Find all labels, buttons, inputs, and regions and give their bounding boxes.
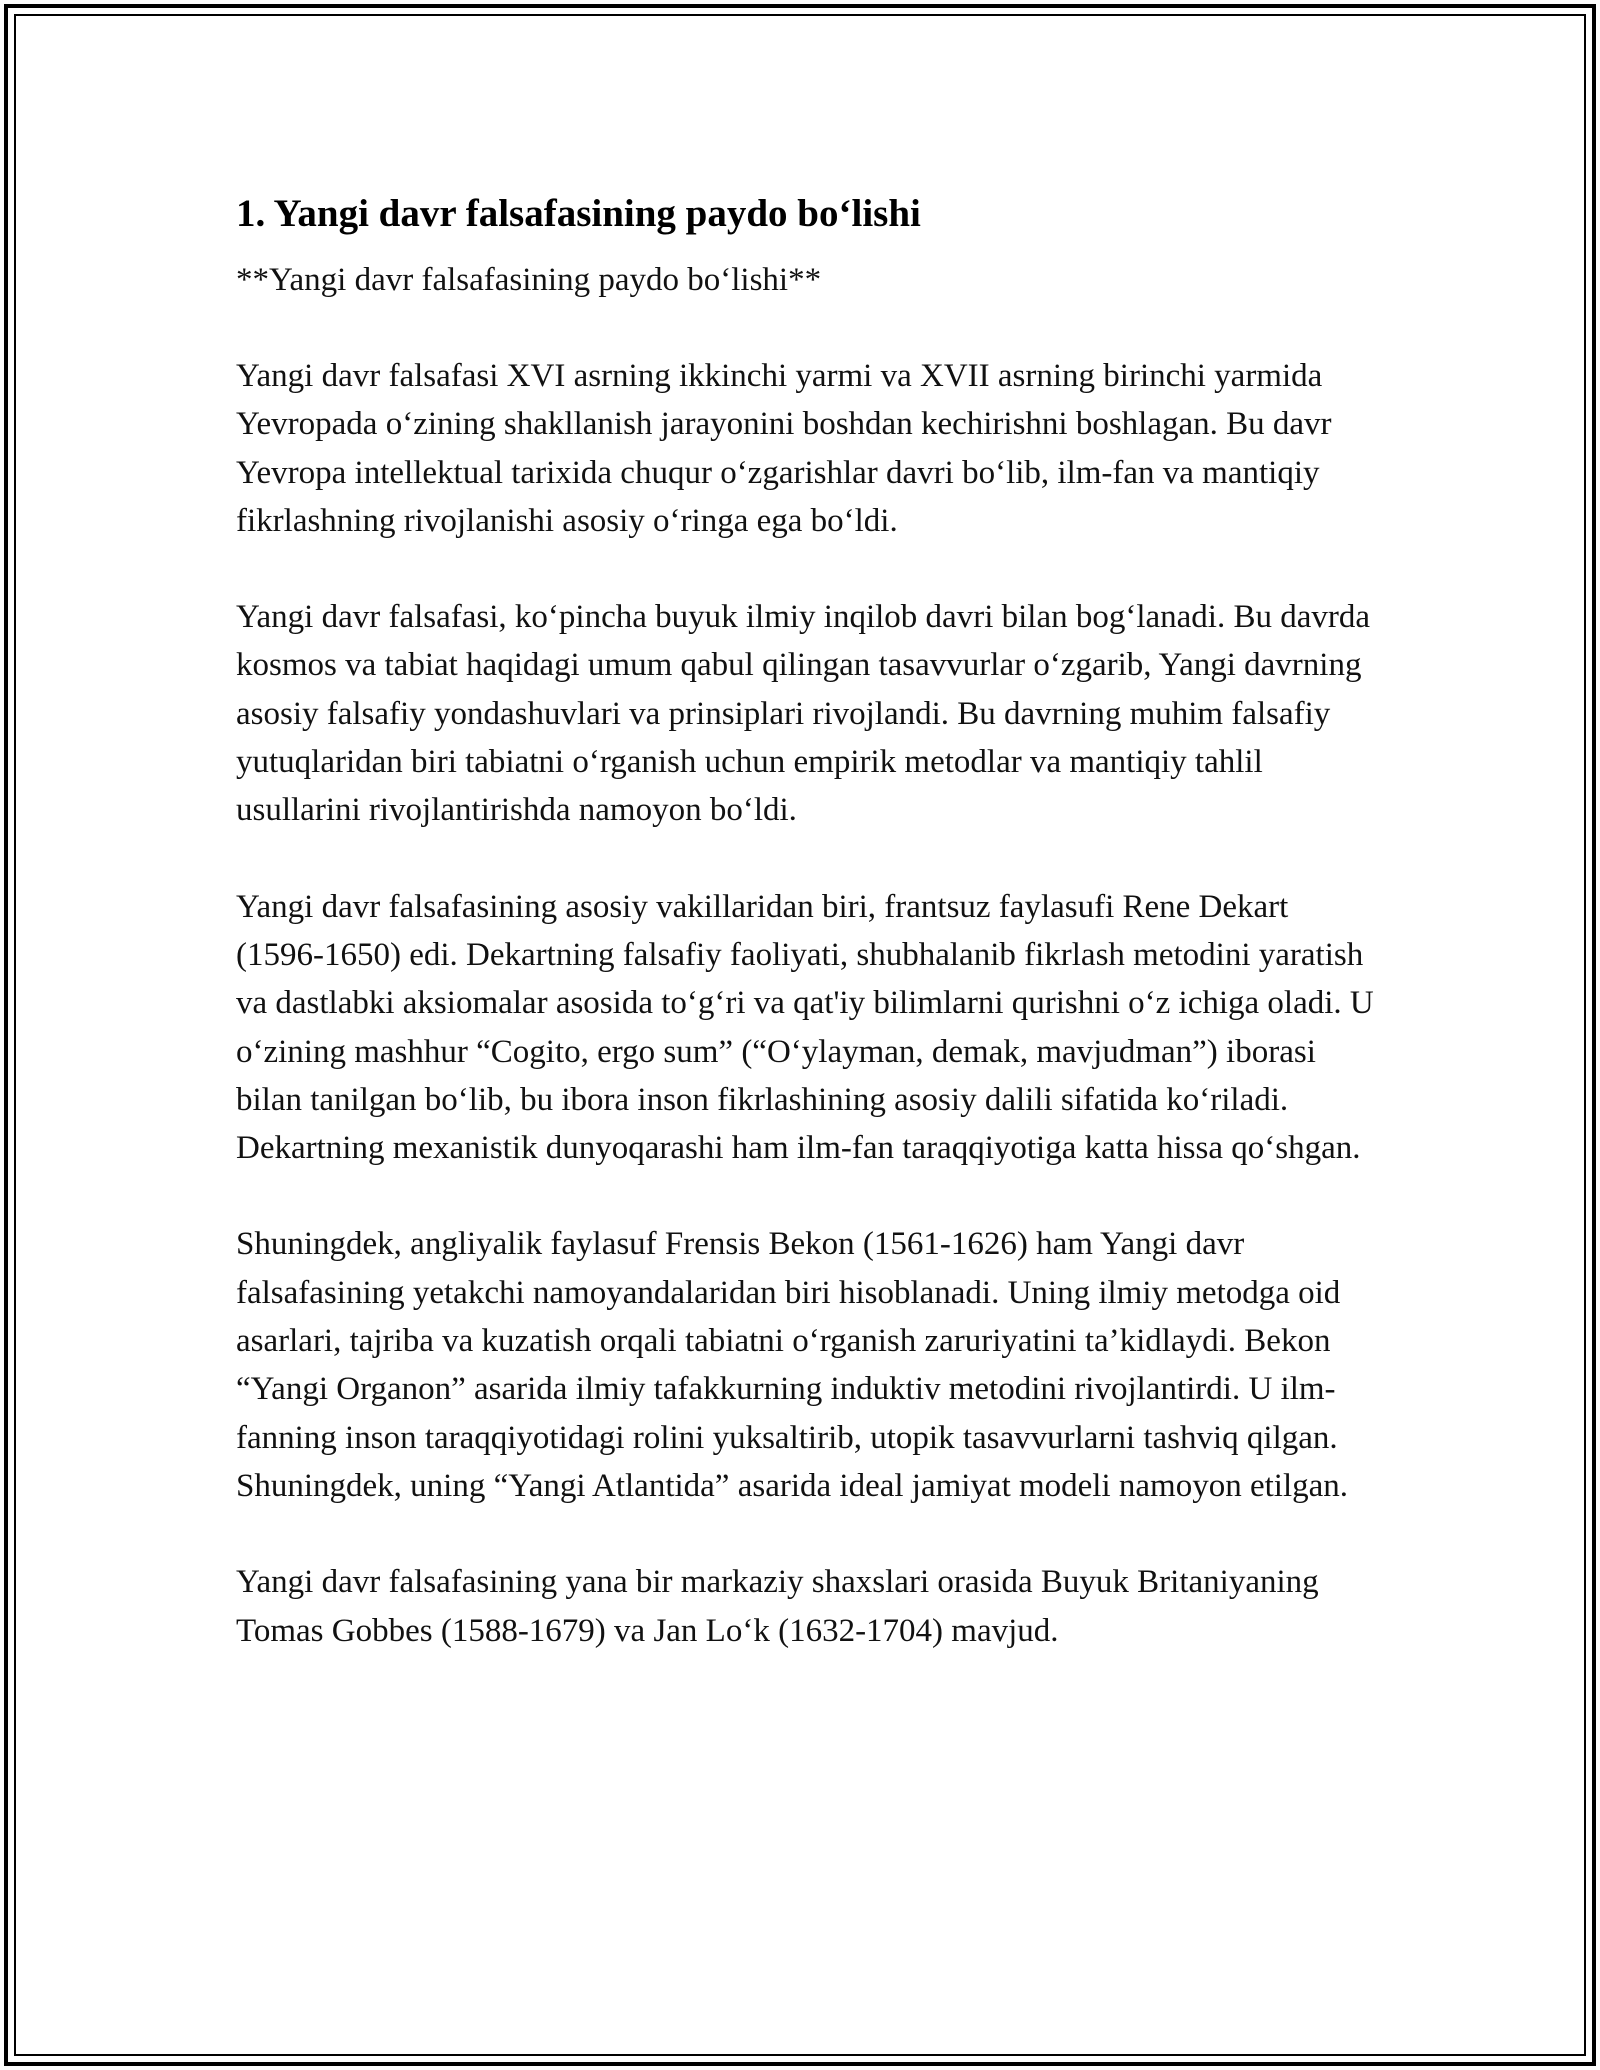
- document-body: [236, 180, 1376, 1655]
- paragraph-3: Yangi davr falsafasining asosiy vakillaridan biri, frantsuz faylasufi Rene Dekart (1596-1650) edi. Dekartning falsafiy faoliyati, shubhalanib fikrlash metodini yaratish va dastlabki aksiomalar asosida to‘g‘ri va qat'iy bilimlarni qurishni o‘z ichiga oladi. U o‘zining mashhur “Cogito, ergo sum” (“O‘ylayman, demak, mavjudman”) iborasi bilan tanilgan bo‘lib, bu ibora inson fikrlashining asosiy dalili sifatida ko‘riladi. Dekartning mexanistik dunyoqarashi ham ilm-fan taraqqiyotiga katta hissa qo‘shgan.: [236, 888, 1374, 1167]
- paragraph-1: Yangi davr falsafasi XVI asrning ikkinchi yarmi va XVII asrning birinchi yarmida Yevropada o‘zining shakllanish jarayonini boshdan kechirishni boshlagan. Bu davr Yevropa intellektual tarixida chuqur o‘zgarishlar davri bo‘lib, ilm-fan va mantiqiy fikrlashning rivojlanishi asosiy o‘ringa ega bo‘ldi.: [236, 358, 1332, 539]
- paragraph-5: Yangi davr falsafasining yana bir markaziy shaxslari orasida Buyuk Britaniyaning Tomas Gobbes (1588-1679) va Jan Lo‘k (1632-1704) mavjud.: [236, 1564, 1319, 1649]
- document-title: 1. Yangi davr falsafasining paydo bo‘lishi: [236, 192, 921, 235]
- document-subtitle: **Yangi davr falsafasining paydo bo‘lishi**: [236, 262, 822, 298]
- paragraph-2: Yangi davr falsafasi, ko‘pincha buyuk ilmiy inqilob davri bilan bog‘lanadi. Bu davrda kosmos va tabiat haqidagi umum qabul qilingan tasavvurlar o‘zgarib, Yangi davrning asosiy falsafiy yondashuvlari va prinsiplari rivojlandi. Bu davrning muhim falsafiy yutuqlaridan biri tabiatni o‘rganish uchun empirik metodlar va mantiqiy tahlil usullarini rivojlantirishda namoyon bo‘ldi.: [236, 599, 1371, 829]
- paragraph-4: Shuningdek, angliyalik faylasuf Frensis Bekon (1561-1626) ham Yangi davr falsafasining yetakchi namoyandalaridan biri hisoblanadi. Uning ilmiy metodga oid asarlari, tajriba va kuzatish orqali tabiatni o‘rganish zaruriyatini ta’kidlaydi. Bekon “Yangi Organon” asarida ilmiy tafakkurning induktiv metodini rivojlantirdi. U ilm-fanning inson taraqqiyotidagi rolini yuksaltirib, utopik tasavvurlarni tashviq qilgan. Shuningdek, uning “Yangi Atlantida” asarida ideal jamiyat modeli namoyon etilgan.: [236, 1226, 1349, 1504]
